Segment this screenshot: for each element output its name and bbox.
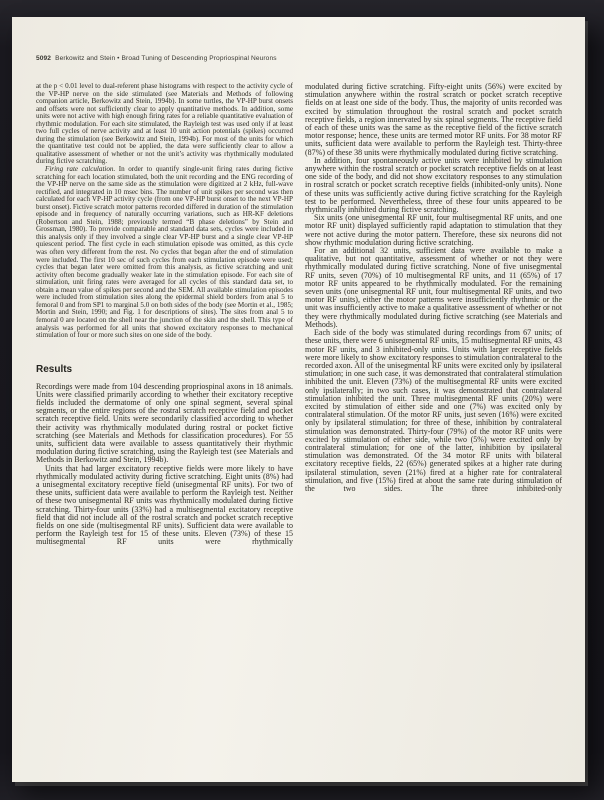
results-paragraph: Each side of the body was stimulated during recordings from 67 units; of these units, there were 6 unisegmental RF units, 15 multisegmental RF units, 43 motor RF units, and 3 inhibited-only units. Units with larger receptive fields were more likely to show excitatory responses to stimulation contralateral to the recorded axon. All of the unisegmental RF units were excited only by ipsilateral stimulation; in one such case, it was demonstrated that contralateral stimulation inhibited the unit. Eleven (73%) of the multisegmental RF units were excited only ipsilaterally; in two such cases, it was demonstrated that contralateral stimulation inhibited the unit. Three multisegmental RF units (20%) were excited by stimulation of either side and one (7%) was excited only by contralateral stimulation. Of the motor RF units, just seven (16%) were excited only by ipsilateral stimulation; for three of these, inhibition by contralateral stimulation was demonstrated. Thirty-four (79%) of the motor RF units were excited by stimulation of either side, while two (5%) were excited only by contralateral stimulation; for one of the latter, inhibition by ipsilateral stimulation was demonstrated. Of the 34 motor RF units with bilateral excitatory receptive fields, 22 (65%) generated spikes at a higher rate during ipsilateral stimulation, seven (21%) fired at a higher rate for contralateral stimulation, and five (15%) fired at about the same rate during stimulation of the two sides. The three inhibited-only [305,328,562,493]
paper-page [12,17,585,782]
paragraph-lead-italic: Firing rate calculation. [45,165,116,174]
left-column [36,83,293,547]
methods-paragraph: at the p < 0.01 level to dual-referent phase histograms with respect to the activity cycle of the VP-HP nerve on the side stimulated (see Materials and Methods of following companion article, Berkowitz and Stein, 1994b). In some turtles, the VP-HP burst onsets and offsets were not sufficiently clear to apply quantitative methods. In addition, some units were not active with high enough firing rates for a reliable quantitative evaluation of rhythmic modulation. For each site stimulated, the Rayleigh test was used only if at least two full cycles of nerve activity and at least 10 unit action potentials (spikes) occurred during the stimulation (see Berkowitz and Stein, 1994b). For most of the units for which the quantitative test could not be applied, the data were sufficiently clear to allow a qualitative assessment of whether or not the unit’s activity was rhythmically modulated during fictive scratching. [36,82,293,166]
results-paragraph: For an additional 32 units, sufficient data were available to make a qualitative, but not quantitative, assessment of whether or not they were rhythmically modulated during fictive scratching. None of five unisegmental RF units, seven (70%) of 10 multisegmental RF units, and 11 (65%) of 17 motor RF units appeared to be rhythmically modulated. For the remaining seven units (one unisegmental RF unit, four multisegmental RF units, and two motor RF units), either the motor patterns were insufficiently rhythmic or the unit was insufficiently active to make a qualitative assessment of whether or not they were rhythmically modulated during fictive scratching (see Materials and Methods). [305,246,562,329]
results-paragraph: Recordings were made from 104 descending propriospinal axons in 18 animals. Units were classified primarily according to whether their excitatory receptive fields included the dermatome of only one spinal segment, several spinal segments, or the entire regions of the rostral scratch receptive field and pocket scratch receptive field. Units were secondarily classified according to whether their activity was rhythmically modulated during rostral or pocket fictive scratching (see Materials and Methods for classification procedures). For 55 units, sufficient data were available to assess quantitatively their rhythmic modulation during fictive scratching, using the Rayleigh test (see Materials and Methods in Berkowitz and Stein, 1994b). [36,381,293,465]
paragraph-text: In order to quantify single-unit firing rates during fictive scratching for each location stimulated, both the unit recording and the ENG recording of the VP-HP nerve on the same side as the stimulation were digitized at 2 kHz, full-wave rectified, and integrated in 10 msec bins. The number of unit spikes per second was then calculated for each VP-HP activity cycle (from one VP-HP burst onset to the next VP-HP burst onset). Fictive scratch motor patterns recorded differed in duration of the stimulation episode and in frequency of naturally occurring variations, such as HR-KF deletions (Robertson and Stein, 1988; previously termed “B phase deletions” by Stein and Grossman, 1980). To provide comparable and standard data sets, cycles were included in this analysis only if they involved a single clear VP-HP burst and a single clear VP-HP quiescent period. The first cycle in each stimulation episode was omitted, as this cycle was often very different from the rest. No cycles that began after the end of stimulation were included. The first 10 sec of such cycles from each stimulation episode were used; cycles that began later were omitted from this analysis, as fictive scratching and unit activity often become gradually weaker late in the stimulation episode. For each site of stimulation, unit firing rates were averaged for all cycles of this standard data set, to obtain a mean value of spikes per second and the SEM. All available stimulation episodes were included from stimulation sites along the epidermal shield borders from anal 5 to femoral 0 and from SP1 to marginal 5.0 on both sides of the body (see Mortin et al., 1985; Mortin and Stein, 1990; and Fig. 1 for descriptions of sites). The sites from anal 5 to femoral 0 are located on the shell near the junction of the skin and the shell. This type of analysis was performed for all units that showed excitatory responses to mechanical stimulation of four or more such sites on one side of the body. [36,165,293,340]
results-paragraph: In addition, four spontaneously active units were inhibited by stimulation anywhere within the rostral scratch or pocket scratch receptive fields on at least one side of the body, and did not show excitatory responses to any stimulation in rostral scratch or pocket scratch receptive fields (inhibited-only units). None of these units was sufficiently active during fictive scratching for the Rayleigh test to be performed. Nevertheless, three of these four units appeared to be rhythmically inhibited during fictive scratching. [305,155,562,215]
running-title: Berkowitz and Stein • Broad Tuning of Descending Propriospinal Neurons [55,55,277,62]
right-column [305,83,562,547]
methods-paragraph [36,166,293,340]
results-paragraph: Six units (one unisegmental RF unit, four multisegmental RF units, and one motor RF unit) displayed sufficiently rapid adaptation to stimulation that they were not active during the motor pattern. Therefore, these six neurons did not show rhythmic modulation during fictive scratching. [305,213,562,247]
results-paragraph: Units that had larger excitatory receptive fields were more likely to have rhythmically modulated activity during fictive scratching. Eight units (8%) had a unisegmental excitatory receptive field (unisegmental RF units). For two of these units, sufficient data were available to perform the Rayleigh test. Neither of these two unisegmental RF units was rhythmically modulated during fictive scratching. Thirty-four units (33%) had a multisegmental excitatory receptive field that did not include all of the rostral scratch and pocket scratch receptive fields on one side (multisegmental RF units). Sufficient data were available to perform the Rayleigh test for 15 of these units. Eleven (73%) of these 15 multisegmental RF units were rhythmically [36,463,293,547]
two-column-text [36,83,562,547]
results-paragraph: modulated during fictive scratching. Fifty-eight units (56%) were excited by stimulation anywhere within the rostral scratch or pocket scratch receptive fields on at least one side of the body. Thus, the majority of units recorded was excited by stimulation throughout the rostral scratch and pocket scratch receptive fields, a region innervated by six spinal segments. The receptive field of each of these units was the same as the receptive field of the fictive scratch motor response; hence, these units are termed motor RF units. For 38 motor RF units, sufficient data were available to perform the Rayleigh test. Thirty-three (87%) of these 38 units were rhythmically modulated during fictive scratching. [305,82,562,157]
running-header [36,55,277,62]
results-section-heading: Results [36,363,73,375]
page-number: 5092 [36,55,52,62]
